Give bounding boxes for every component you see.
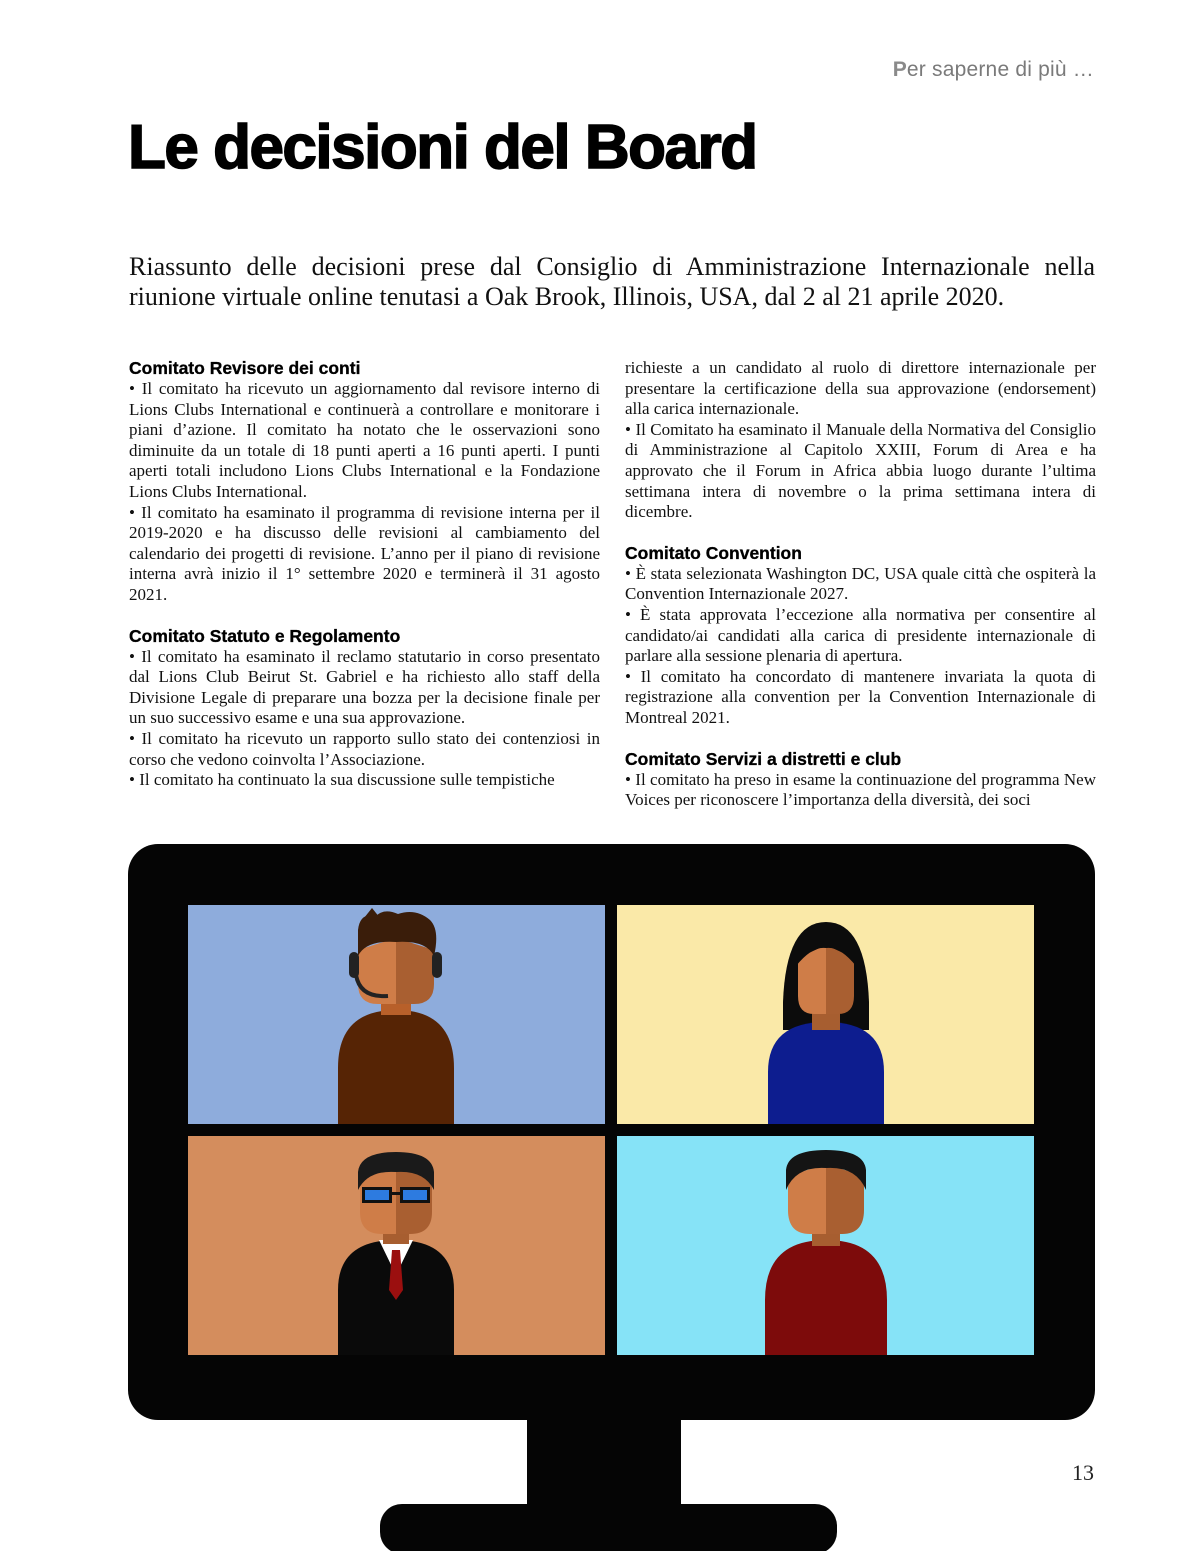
section-kicker — [893, 58, 1094, 82]
paragraph: richieste a un candidato al ruolo di direttore internazionale per presentare la certificazione della sua approvazione (endorsement) alla carica internazionale. — [625, 358, 1096, 419]
heading-revisore: Comitato Revisore dei conti — [129, 358, 361, 378]
heading-convention: Comitato Convention — [625, 542, 802, 563]
page-title: Le decisioni del Board — [128, 113, 757, 182]
paragraph: • Il comitato ha concordato di mantenere invariata la quota di registrazione alla convention per la Convention Internazionale di Montreal 2021. — [625, 666, 1096, 727]
monitor-stand-base — [380, 1504, 837, 1551]
right-column — [625, 358, 1096, 811]
paragraph: • Il comitato ha preso in esame la continuazione del programma New Voices per riconoscere l’importanza della diversità, dei soci — [625, 769, 1096, 810]
page-number: 13 — [1072, 1460, 1094, 1485]
paragraph: • Il comitato ha ricevuto un aggiornamento dal revisore interno di Lions Clubs International e continuerà a controllare e monitorare i piani d’azione. Il comitato ha notato che le osservazioni sono diminuite da un totale di 18 punti aperti a 16 punti aperti. I punti aperti totali includono Lions Clubs International e la Fondazione Lions Clubs International. — [129, 379, 600, 501]
kicker-initial: P — [892, 58, 907, 81]
heading-servizi: Comitato Servizi a distretti e club — [625, 748, 902, 769]
paragraph: • Il Comitato ha esaminato il Manuale della Normativa del Consiglio di Amministrazione al Capitolo XXIII, Forum di Area e ha approvato che il Forum in Africa abbia luogo durante l’ultima settimana intera di novembre o la prima settimana intera di dicembre. — [625, 419, 1096, 522]
paragraph: • Il comitato ha continuato la sua discussione sulle tempistiche — [129, 770, 555, 790]
paragraph: • Il comitato ha esaminato il programma di revisione interna per il 2019-2020 e ha discusso delle revisioni al cambiamento del calendario dei progetti di revisione. L’anno per il piano di revisione interna avrà inizio il 1° settembre 2020 e terminerà il 31 agosto 2021. — [129, 502, 600, 604]
video-call-illustration — [0, 835, 1200, 1551]
heading-statuto: Comitato Statuto e Regolamento — [129, 625, 401, 646]
kicker-text: er saperne di più … — [906, 58, 1094, 81]
paragraph: • Il comitato ha esaminato il reclamo statutario in corso presentato dal Lions Club Beirut St. Gabriel e ha richiesto allo staff della Divisione Legale di preparare una bozza per la decisione finale per un suo successivo esame e una sua approvazione. — [129, 646, 600, 728]
paragraph: • È stata approvata l’eccezione alla normativa per consentire al candidato/ai candidati alla carica di presidente internazionale di parlare alla sessione plenaria di apertura. — [625, 604, 1096, 666]
paragraph: • Il comitato ha ricevuto un rapporto sullo stato dei contenziosi in corso che vedono coinvolta l’Associazione. — [129, 728, 600, 769]
paragraph: • È stata selezionata Washington DC, USA quale città che ospiterà la Convention Internazionale 2027. — [625, 563, 1096, 604]
left-column — [129, 358, 600, 791]
lead-paragraph: Riassunto delle decisioni prese dal Consiglio di Amministrazione Internazionale nella riunione virtuale online tenutasi a Oak Brook, Illinois, USA, dal 2 al 21 aprile 2020. — [129, 252, 1095, 311]
monitor-stand-neck — [527, 1410, 681, 1514]
